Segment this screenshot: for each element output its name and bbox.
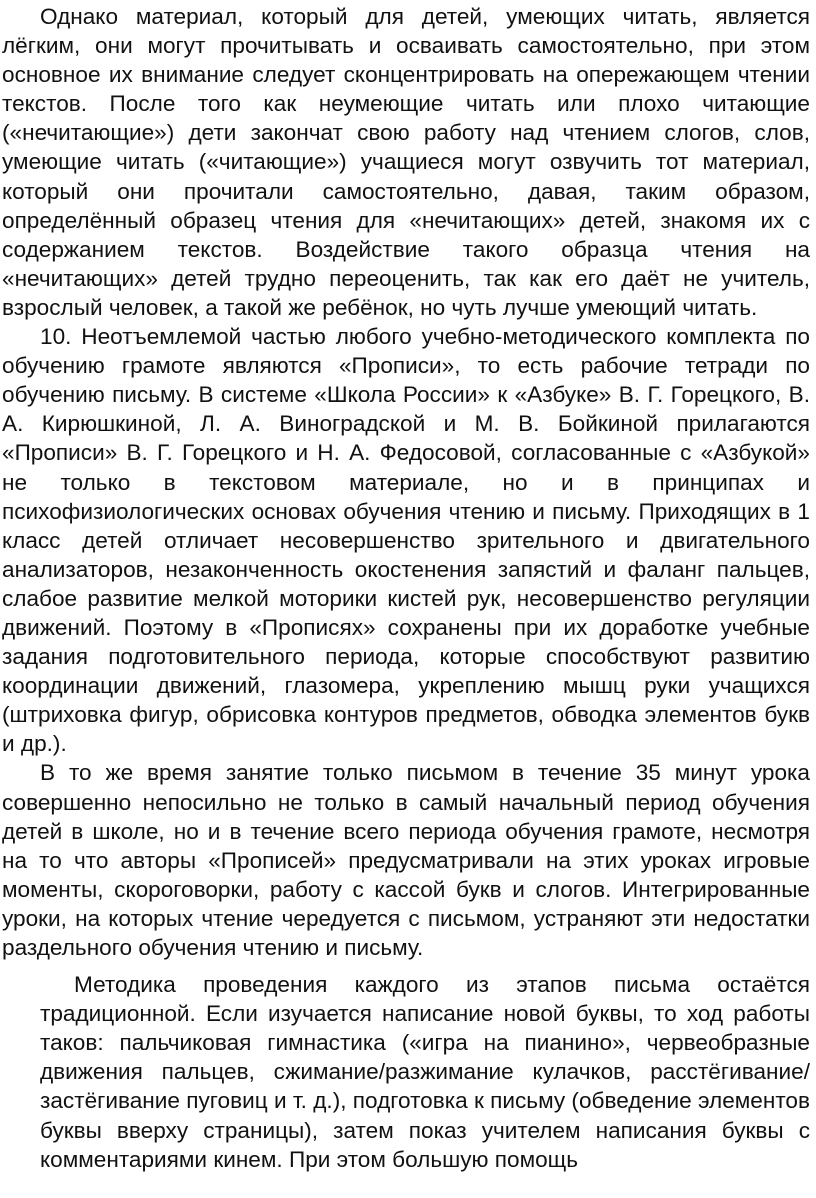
paragraph-reading-pairs: Однако материал, который для детей, умеющих читать, является лёгким, они могут прочитывать и осваивать самостоятельно, при этом основное их внимание следует сконцентрировать на опережающем чтении текстов. После того как неумеющие читать или плохо читающие («нечитающие») дети закончат свою работу над чтением слогов, слов, умеющие читать («читающие») учащиеся могут озвучить тот материал, который они прочитали самостоятельно, давая, таким образом, определённый образец чтения для «нечитающих» детей, знакомя их с содержанием текстов. Воздействие такого образца чтения на «нечитающих» детей трудно переоценить, так как его даёт не учитель, взрослый человек, а такой же ребёнок, но чуть лучше умеющий читать. xyxy=(2,4,810,320)
paragraph-writing-method: Методика проведения каждого из этапов письма остаётся традиционной. Если изучается написание новой буквы, то ход работы таков: пальчиковая гимнастика («игра на пианино», червеобразные движения пальцев, сжимание/разжимание кулачков, расстёгивание/застёгивание пуговиц и т. д.), подготовка к письму (обведение элементов буквы вверху страницы), затем показ учителем написания буквы с комментариями кинем. При этом большую помощь xyxy=(40,972,810,1172)
paragraph-integrated-lessons: В то же время занятие только письмом в течение 35 минут урока совершенно непосильно не только в самый начальный период обучения детей в школе, но и в течение всего периода обучения грамоте, несмотря на то что авторы «Прописей» предусматривали на этих уроках игровые моменты, скороговорки, работу с кассой букв и слогов. Интегрированные уроки, на которых чтение чередуется с письмом, устраняют эти недостатки раздельного обучения чтению и письму. xyxy=(2,760,810,960)
paragraph-propisi: 10. Неотъемлемой частью любого учебно-методического комплекта по обучению грамоте являются «Прописи», то есть рабочие тетради по обучению письму. В системе «Школа России» к «Азбуке» В. Г. Горецкого, В. А. Кирюшкиной, Л. А. Виноградской и М. В. Бойкиной прилагаются «Прописи» В. Г. Горецкого и Н. А. Федосовой, согласованные с «Азбукой» не только в текстовом материале, но и в принципах и психофизиологических основах обучения чтению и письму. Приходящих в 1 класс детей отличает несовершенство зрительного и двигательного анализаторов, незаконченность окостенения запястий и фаланг пальцев, слабое развитие мелкой моторики кистей рук, несовершенство регуляции движений. Поэтому в «Прописях» сохранены при их доработке учебные задания подготовительного периода, которые способствуют развитию координации движений, глазомера, укреплению мышц руки учащихся (штриховка фигур, обрисовка контуров предметов, обводка элементов букв и др.). xyxy=(2,324,810,757)
